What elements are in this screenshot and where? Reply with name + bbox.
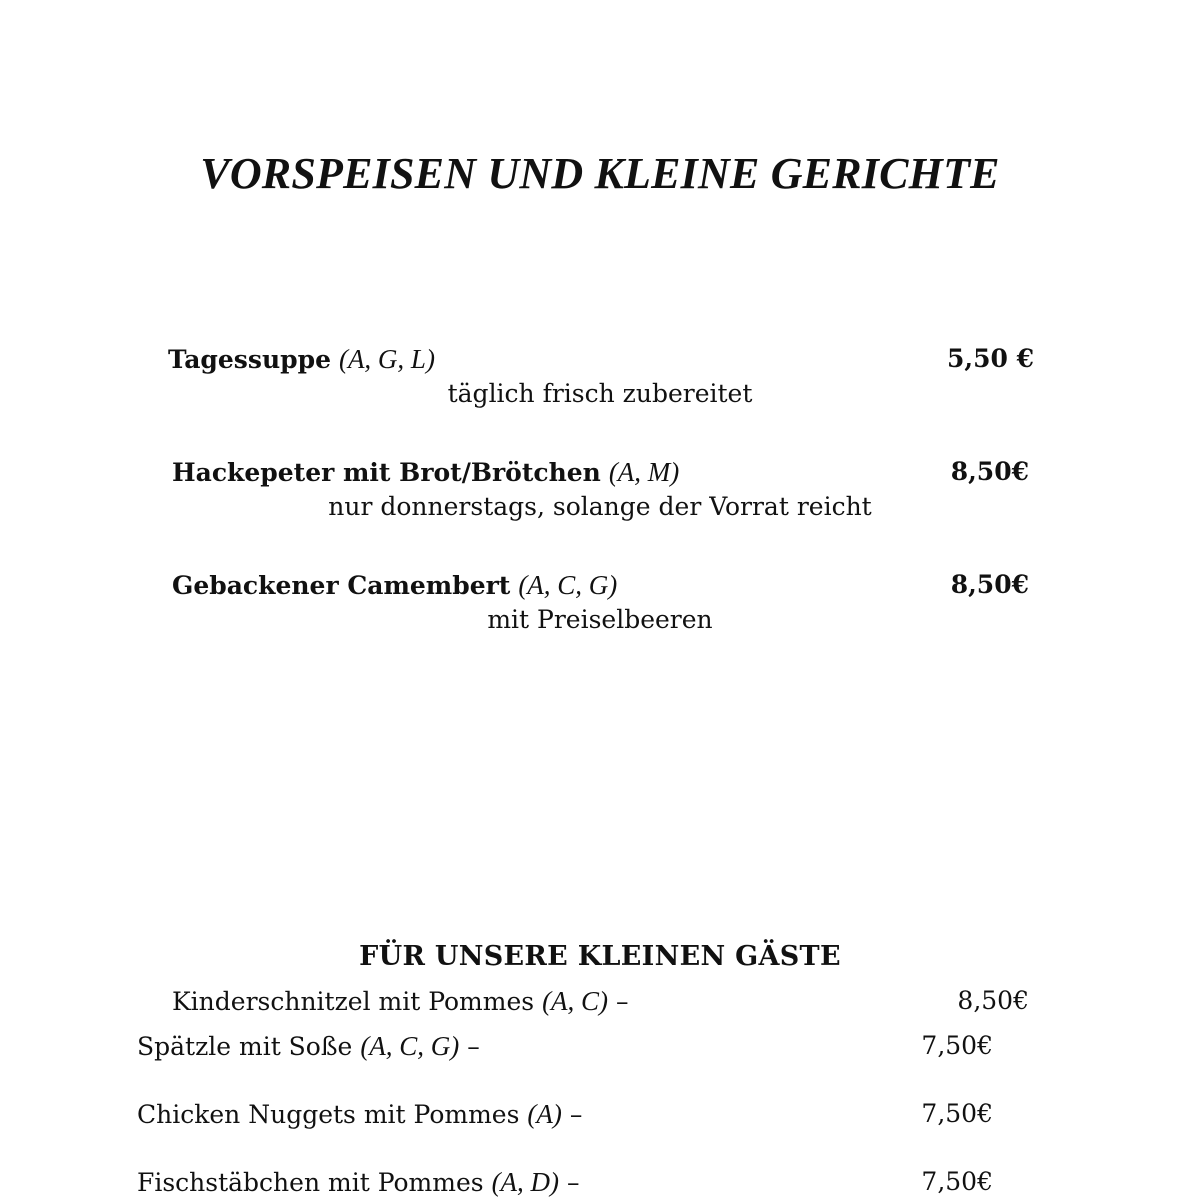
kids-item-allergens: (A, C) bbox=[542, 986, 609, 1016]
kids-item-row bbox=[137, 1098, 582, 1131]
menu-item-price: 8,50€ bbox=[950, 457, 1029, 486]
page-title: VORSPEISEN UND KLEINE GERICHTE bbox=[200, 149, 1000, 198]
menu-item-name-row bbox=[172, 569, 617, 602]
menu-item-description: mit Preiselbeeren bbox=[487, 605, 713, 634]
menu-item-description: täglich frisch zubereitet bbox=[447, 379, 753, 408]
menu-item-price: 8,50€ bbox=[950, 570, 1029, 599]
menu-item-name-row bbox=[172, 456, 679, 489]
menu-item-price: 5,50 € bbox=[947, 344, 1034, 373]
kids-item-dash: – bbox=[567, 1168, 580, 1197]
kids-item-name: Spätzle mit Soße bbox=[137, 1032, 353, 1061]
kids-item-name: Chicken Nuggets mit Pommes bbox=[137, 1100, 520, 1129]
kids-item-name: Fischstäbchen mit Pommes bbox=[137, 1168, 484, 1197]
kids-item-dash: – bbox=[616, 987, 629, 1016]
menu-item-allergens: (A, C, G) bbox=[518, 570, 618, 600]
kids-item-allergens: (A, D) bbox=[491, 1167, 560, 1197]
menu-item-name: Gebackener Camembert bbox=[172, 571, 511, 600]
menu-item-allergens: (A, M) bbox=[608, 457, 680, 487]
kids-item-dash: – bbox=[467, 1032, 480, 1061]
kids-item-name: Kinderschnitzel mit Pommes bbox=[172, 987, 535, 1016]
kids-item-dash: – bbox=[569, 1100, 583, 1129]
kids-item-row bbox=[172, 985, 629, 1018]
kids-item-row bbox=[137, 1030, 480, 1063]
menu-item-name: Hackepeter mit Brot/Brötchen bbox=[172, 458, 601, 487]
kids-item-price: 8,50€ bbox=[957, 986, 1029, 1015]
menu-item-name-row bbox=[168, 343, 435, 376]
kids-item-price: 7,50€ bbox=[921, 1099, 993, 1128]
section-title: FÜR UNSERE KLEINEN GÄSTE bbox=[359, 941, 841, 972]
kids-item-allergens: (A, C, G) bbox=[360, 1031, 460, 1061]
kids-item-price: 7,50€ bbox=[921, 1031, 993, 1060]
menu-item-description: nur donnerstags, solange der Vorrat reicht bbox=[328, 492, 872, 521]
kids-item-allergens: (A) bbox=[527, 1099, 562, 1129]
menu-item-name: Tagessuppe bbox=[168, 345, 331, 374]
kids-item-price: 7,50€ bbox=[921, 1167, 993, 1196]
kids-item-row bbox=[137, 1166, 580, 1199]
menu-item-allergens: (A, G, L) bbox=[338, 344, 435, 374]
